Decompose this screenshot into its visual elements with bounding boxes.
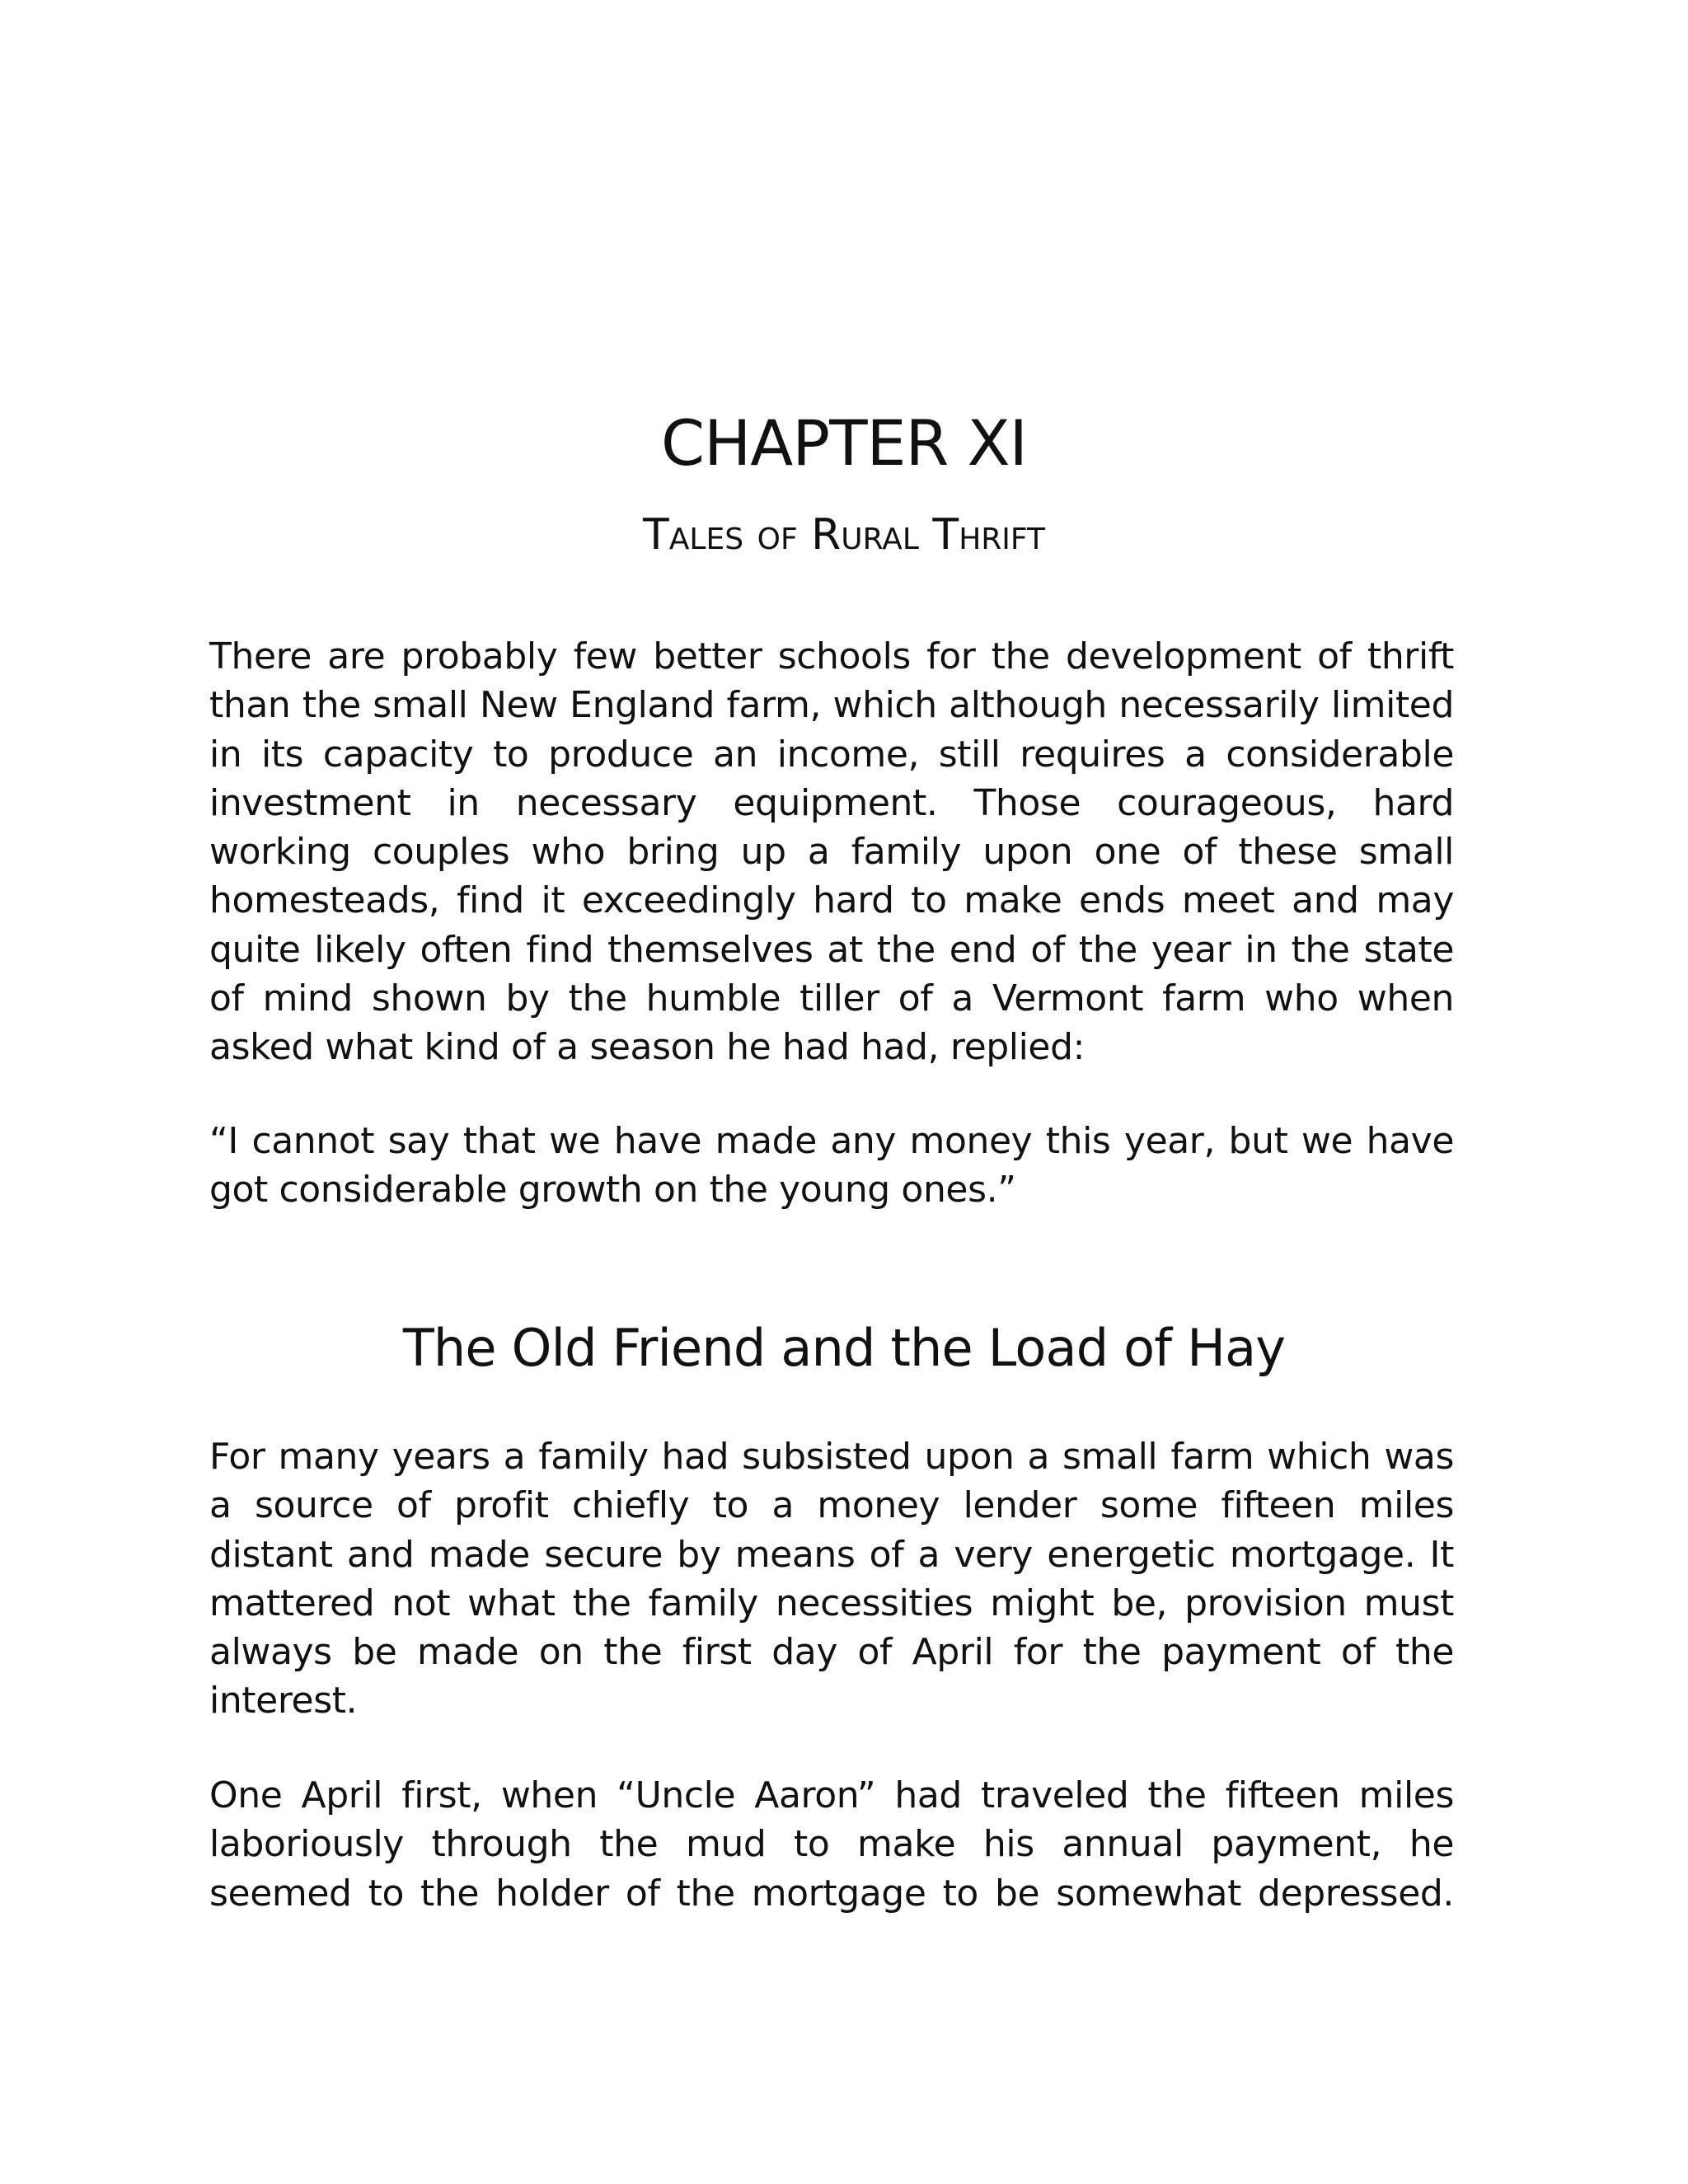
- section-paragraph-2: One April first, when “Uncle Aaron” had traveled the fifteen miles laboriously through the mud to make his annual payment, he seemed to the holder of the mortgage to be somewhat depressed.: [209, 1774, 1454, 1915]
- chapter-subtitle: Tales of Rural Thrift: [643, 510, 1045, 560]
- intro-paragraph-2: “I cannot say that we have made any money this year, but we have got considerable growth on the young ones.”: [209, 1120, 1454, 1212]
- chapter-title: CHAPTER XI: [661, 406, 1027, 480]
- section-paragraph-1: For many years a family had subsisted upon a small farm which was a source of profit chiefly to a money lender some fifteen miles distant and made secure by means of a very energetic mortgage. It mattered not what the family necessities might be, provision must always be made on the first day of April for the payment of the interest.: [209, 1436, 1454, 1722]
- section-heading: The Old Friend and the Load of Hay: [402, 1318, 1286, 1378]
- intro-paragraph-1: There are probably few better schools for the development of thrift than the small New England farm, which although necessarily limited in its capacity to produce an income, still requires a considerable investment in necessary equipment. Those courageous, hard working couples who bring up a family upon one of these small homesteads, find it exceedingly hard to make ends meet and may quite likely often find themselves at the end of the year in the state of mind shown by the humble tiller of a Vermont farm who when asked what kind of a season he had had, replied:: [209, 635, 1454, 1069]
